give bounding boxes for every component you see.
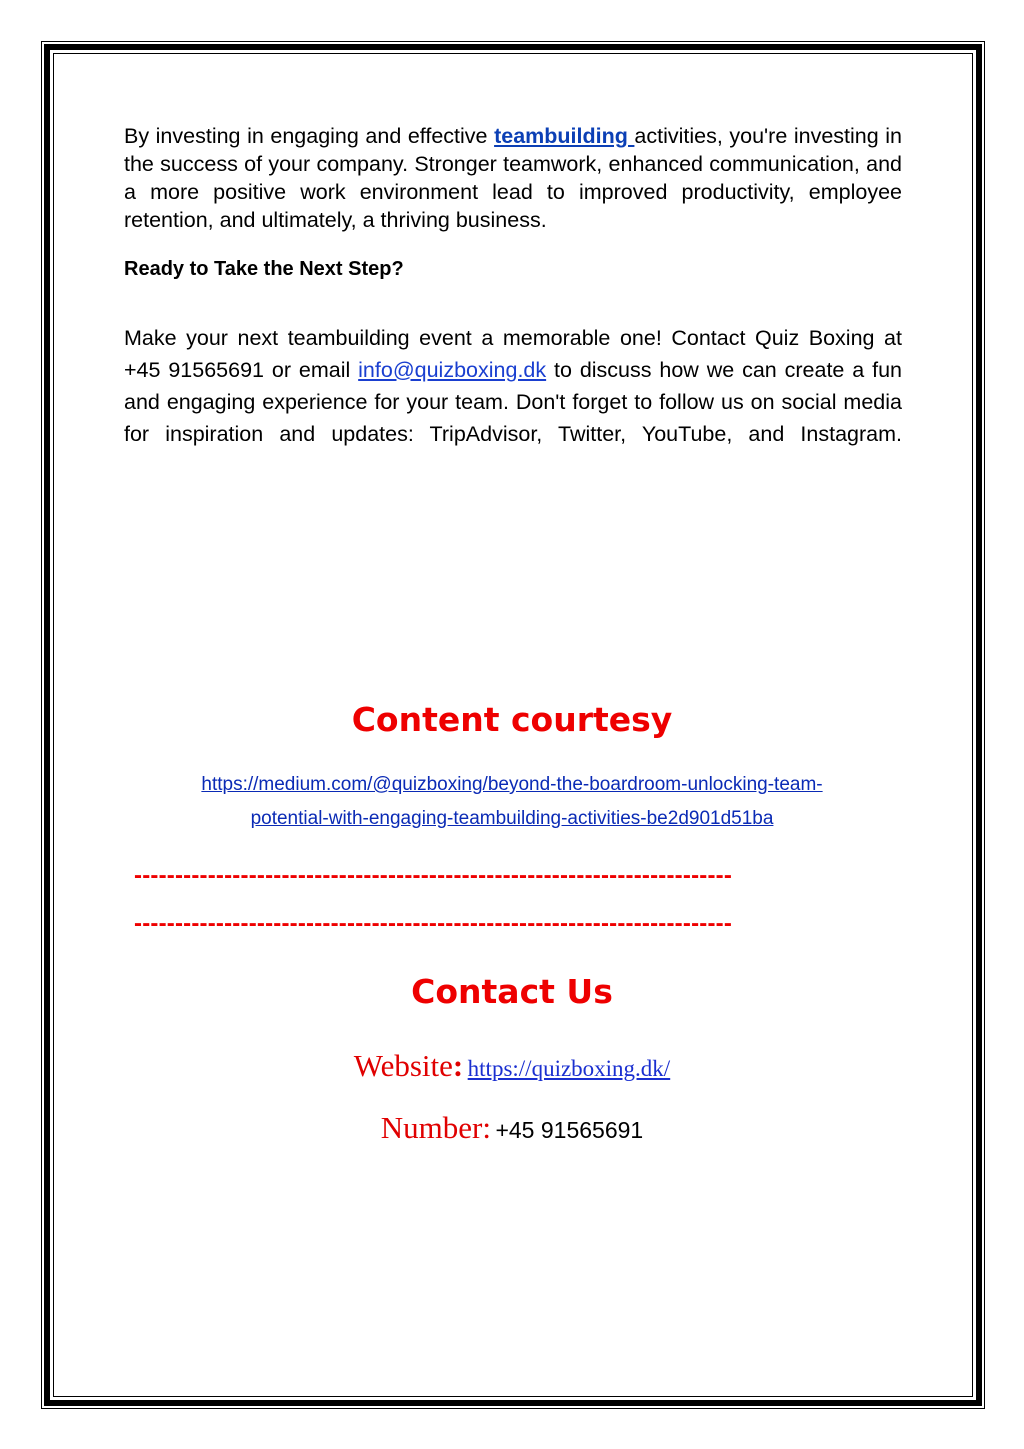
content-courtesy-heading: Content courtesy xyxy=(351,700,673,739)
courtesy-url-line-2[interactable]: potential-with-engaging-teambuilding-activities-be2d901d51ba xyxy=(250,808,774,829)
text-content xyxy=(124,122,902,446)
next-step-text-before: Make your next teambuilding event a memorable one! Contact Quiz Boxing at +45 91565691 or email xyxy=(124,325,902,382)
intro-paragraph xyxy=(124,122,902,234)
next-step-paragraph xyxy=(124,322,902,450)
intro-text-after: activities, you're investing in the success of your company. Stronger teamwork, enhanced communication, and a more positive work environment lead to improved productivity, employee retention, and ultimately, a thriving business. xyxy=(124,124,902,232)
contact-us-heading: Contact Us xyxy=(411,972,613,1011)
separator-line-1: ------------------------------------------------------------------------- xyxy=(134,862,733,889)
separator-line-2: ------------------------------------------------------------------------- xyxy=(134,910,733,937)
email-link[interactable]: info@quizboxing.dk xyxy=(358,357,547,382)
next-step-text-after: to discuss how we can create a fun and engaging experience for your team. Don't forget to follow us on social media for inspiration and updates: TripAdvisor, Twitter, YouTube, and Instagram. xyxy=(124,357,902,446)
number-row xyxy=(0,1110,1024,1146)
website-label: Website xyxy=(353,1048,453,1083)
website-link[interactable]: https://quizboxing.dk/ xyxy=(467,1056,671,1081)
courtesy-url-block[interactable] xyxy=(0,768,1024,836)
teambuilding-link[interactable]: teambuilding xyxy=(494,124,635,148)
intro-text-before: By investing in engaging and effective xyxy=(124,124,495,148)
website-colon: : xyxy=(452,1048,464,1083)
next-step-heading: Ready to Take the Next Step? xyxy=(124,258,404,280)
number-label: Number: xyxy=(380,1110,491,1145)
courtesy-url-line-1[interactable]: https://medium.com/@quizboxing/beyond-the-boardroom-unlocking-team- xyxy=(201,774,823,795)
website-row xyxy=(0,1048,1024,1084)
phone-number: +45 91565691 xyxy=(495,1117,644,1143)
